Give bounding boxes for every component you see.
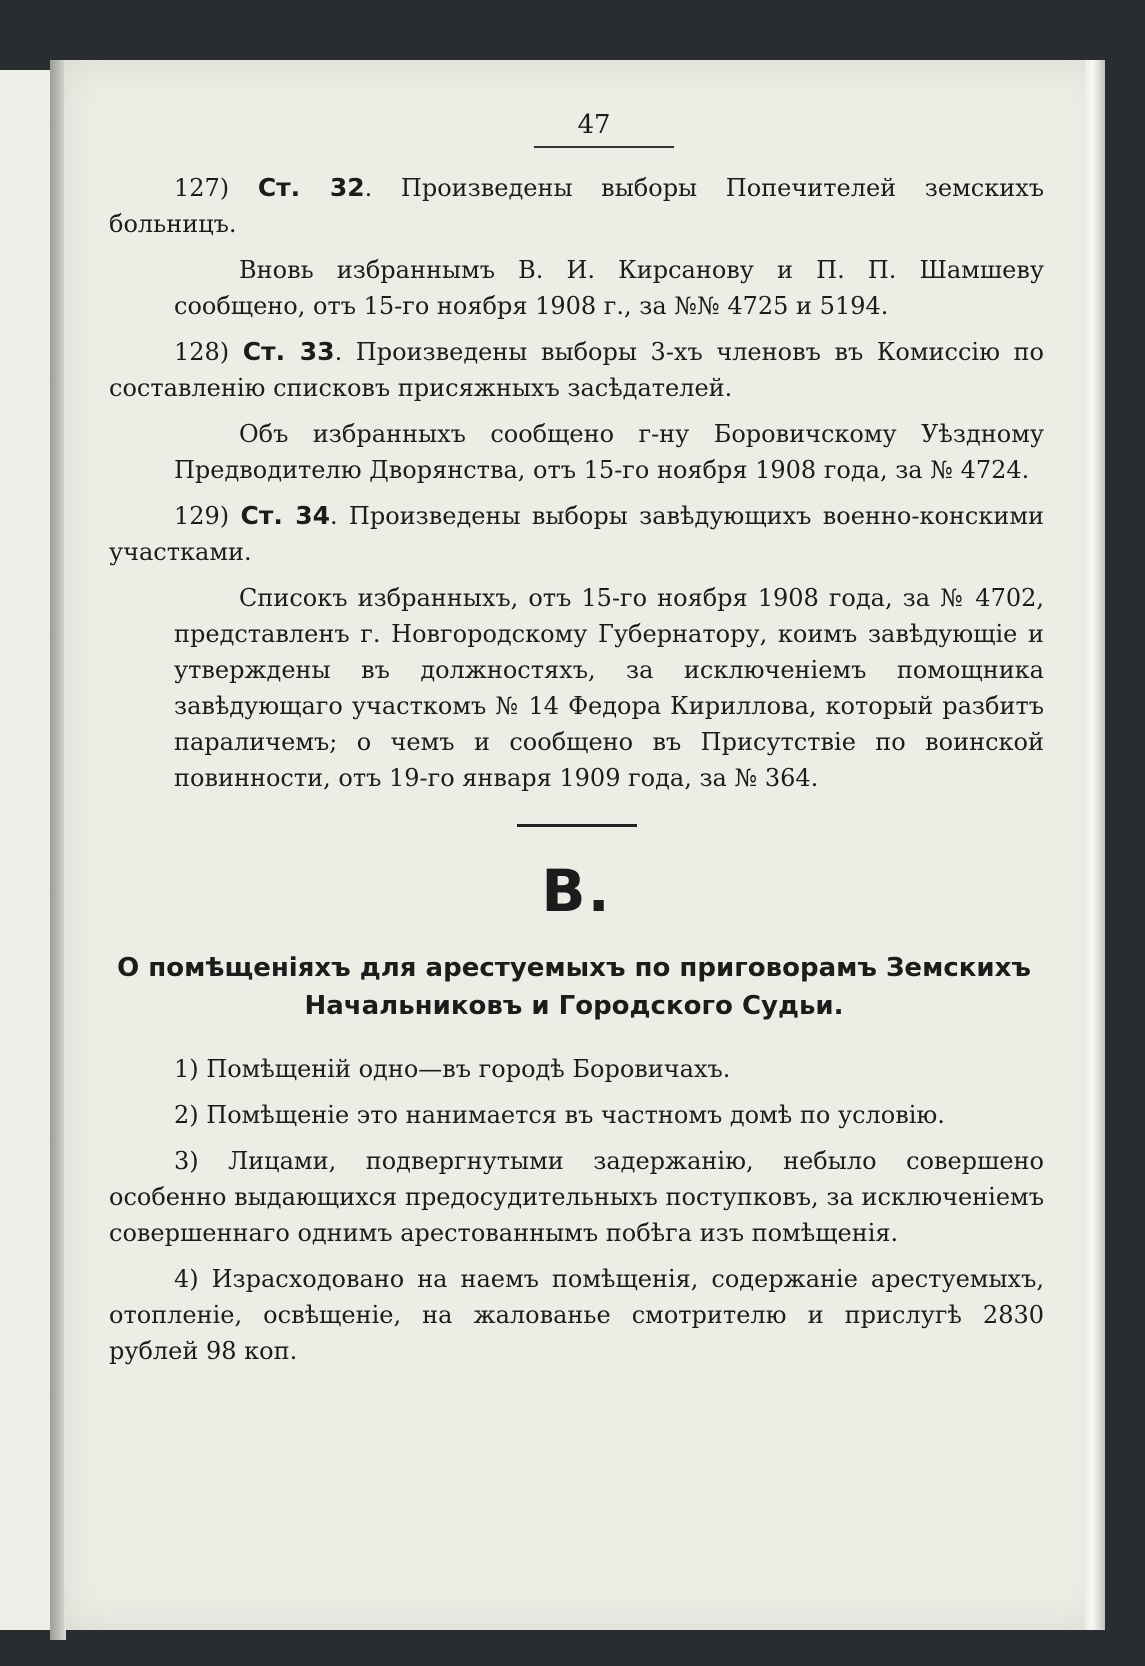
paragraph-text: Списокъ избранныхъ, отъ 15-го ноября 1908 года, за № 4702, представленъ г. Новгородскому Губернатору, коимъ завѣдующіе и утверждены въ должностяхъ, за исключеніемъ помощника завѣдующаго участкомъ № 14 Федора Кириллова, который разбитъ параличемъ; о чемъ и сообщено въ Присутствіе по воинской повинности, отъ 19-го января 1909 года, за № 364.	[174, 584, 1044, 792]
section-item-3: 3) Лицами, подвергнутыми задержанію, небыло совершено особенно выдающихся предосудительныхъ поступковъ, за исключеніемъ совершеннаго однимъ арестованнымъ побѣга изъ помѣщенія.	[109, 1147, 1044, 1247]
paragraph-text: . Произведены выборы завѣдующихъ военно-конскими участками.	[109, 502, 1045, 566]
article-ref: Ст. 34	[240, 501, 330, 530]
section-item-4: 4) Израсходовано на наемъ помѣщенія, содержаніе арестуемыхъ, отопленіе, освѣщеніе, на жалованье смотрителю и прислугѣ 2830 рублей 98 коп.	[109, 1265, 1044, 1365]
paragraph-127	[109, 170, 1044, 242]
paragraph-128	[109, 334, 1044, 406]
paragraph-text: . Произведены выборы 3-хъ членовъ въ Комиссію по составленію списковъ присяжныхъ засѣдателей.	[109, 338, 1044, 402]
section-heading: О помѣщеніяхъ для арестуемыхъ по приговорамъ Земскихъ Начальниковъ и Городского Судьи.	[117, 953, 1031, 1021]
section-letter: В.	[541, 857, 612, 925]
document-page	[64, 60, 1104, 1630]
paragraph-text: Вновь избраннымъ В. И. Кирсанову и П. П. Шамшеву сообщено, отъ 15-го ноября 1908 г., за №№ 4725 и 5194.	[174, 256, 1044, 320]
page-content	[109, 170, 1044, 1379]
page-number-rule	[534, 146, 674, 148]
paragraph-text: Объ избранныхъ сообщено г-ну Боровичскому Уѣздному Предводителю Дворянства, отъ 15-го ноября 1908 года, за № 4724.	[174, 420, 1044, 484]
section-item-2: 2) Помѣщеніе это нанимается въ частномъ домѣ по условію.	[174, 1101, 945, 1129]
paragraph-number: 128)	[174, 338, 230, 366]
section-item-1: 1) Помѣщеній одно—въ городѣ Боровичахъ.	[174, 1055, 731, 1083]
section-divider	[517, 824, 637, 827]
paragraph-129-note	[109, 580, 1044, 796]
paragraph-text: . Произведены выборы Попечителей земскихъ больницъ.	[109, 174, 1044, 238]
previous-page-edge	[0, 70, 53, 1630]
article-ref: Ст. 32	[257, 173, 365, 202]
paragraph-128-note	[109, 416, 1044, 488]
page-edge	[1085, 60, 1105, 1630]
page-number: 47	[577, 110, 611, 140]
paragraph-129	[109, 498, 1044, 570]
article-ref: Ст. 33	[242, 337, 335, 366]
paragraph-127-note	[109, 252, 1044, 324]
paragraph-number: 127)	[174, 174, 230, 202]
paragraph-number: 129)	[174, 502, 230, 530]
